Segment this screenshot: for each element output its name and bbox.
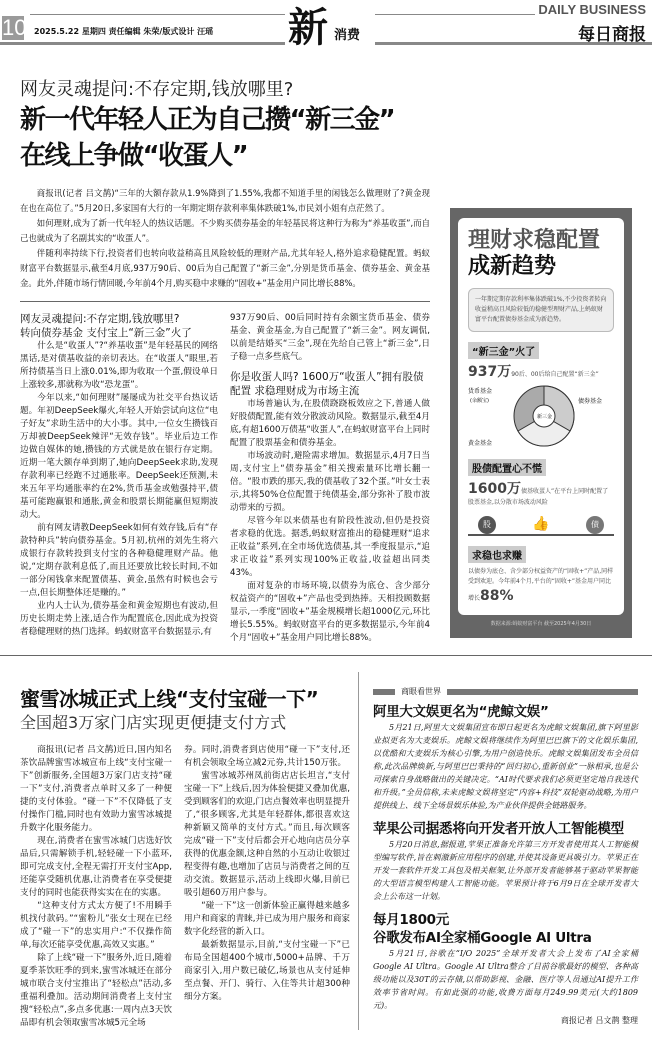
subheading: 转向债券基金 支付宝上“新三金”火了 <box>20 327 192 339</box>
article-column <box>20 744 172 1030</box>
brand-chinese: 每日商报 <box>578 25 646 45</box>
bottom-section <box>0 666 652 1038</box>
divider <box>0 655 652 656</box>
article1-columns <box>20 312 430 645</box>
paragraph: “碰一下”这一创新体验正赢得越来越多用户和商家的青睐,并已成为用户服务和商家数字化经营的新入口。 <box>184 901 351 937</box>
article-column <box>230 312 430 645</box>
paragraph: 今年以来,“如何理财”屡屡成为社交平台热议话题。年初DeepSeek爆火,年轻人开始尝试向这位“电子好友”求助生活中的大小事。其中,一位女生攒钱百万却被DeepSeek辣评“无效存钱”。毕业后边工作边做自媒体的她,攒钱的方式就是放在银行存定期。近期一笔大额存单到期了,她向DeepSeek求助,发现存款利率已经跑不过通胀率。DeepSeek还预测,未来五年平均通胀率约在2%,货币基金或勉强持平,债基可能跑赢银和通胀,黄金和股票长期能赢但短期波动大。 <box>20 393 218 520</box>
paragraph: 券。同时,消费者到店使用“碰一下”支付,还有机会领取全场立减2元券,共计150万张。 <box>184 745 350 768</box>
infographic <box>450 208 632 638</box>
divider <box>20 301 430 302</box>
pie-label: 黄金基金 <box>468 440 493 447</box>
stat-text: 债基收蛋人”在平台上同时配置了股票基金,以分散市场波动风险 <box>468 488 609 506</box>
article-column <box>20 312 218 645</box>
paragraph: 前有网友请教DeepSeek如何有效存钱,后有“存款特种兵”转向债券基金。5月初,杭州的刘先生将六成银行存款转投到支付宝的各种稳健理财产品。他说,“定期存款利息低了,而且还要放比较长时间,不如一部分闲钱拿来配置债基、黄金,虽然有时候也会亏一点,但长期整体还是赚的。” <box>20 523 218 598</box>
tag-bar <box>447 689 638 695</box>
paragraph: 如何理财,成为了新一代年轻人的热议话题。不少购买债券基金的年轻基民将这种行为称为“养基收蛋”,而自己也就成为了名副其实的“收蛋人”。 <box>20 218 430 243</box>
infographic-title: 成新趋势 <box>468 254 557 279</box>
paragraph: 现在,消费者在蜜雪冰城门店选好饮品后,只需解锁手机,轻轻碰一下小蓝环,即可完成支付,全程无需打开支付宝App,还能享受随机优惠,让消费者在享受便捷支付的同时也能获得实实在在的实惠。 <box>20 836 172 898</box>
news-headline: 每月1800元 <box>373 912 449 928</box>
article1-main <box>20 78 430 645</box>
tag-bar <box>373 689 395 695</box>
news-body: 5月21日,谷歌在“I/O 2025”全球开发者大会上发布了AI全家桶Google AI Ultra。Google AI Ultra整合了目前谷歌最好的模型、各种高级功能以及30T的云存储,以帮助影视、金融、医疗等人员通过AI提升工作效率节省时间。有如此强的功能,收费方面每月249.99美元(大约1809元)。 <box>373 949 638 1010</box>
headline: 新一代年轻人正为自己攒“新三金” <box>20 105 395 135</box>
news-body: 5月20日消息,据报道,苹果正准备允许第三方开发者使用其人工智能模型编写软件,旨在刺激新应用程序的创建,并使其设备更具吸引力。苹果正在开发一套软件开发工具包及相关框架,让外部开发者能够基于驱动苹果智能的大型语言模型构建人工智能功能。苹果预计将于6月9日在全球开发者大会上公布这一计划。 <box>373 840 638 901</box>
article-kicker: 网友灵魂提问:不存定期,钱放哪里? <box>20 79 294 100</box>
paragraph: 伴随利率持续下行,投资者们也转向收益稍高且风险较低的理财产品,尤其年轻人,格外追求稳健配置。蚂蚁财富平台数据显示,截至4月底,937万90后、00后为自己配置了“新三金”,分别是货币基金、债券基金、黄金基金。此外,伴随市场行情回暖,今年前4个月,购买稳中求赚的“固收+”基金用户同比增长88%。 <box>20 248 430 288</box>
brand-english: DAILY BUSINESS <box>538 2 646 17</box>
article2-columns <box>20 744 350 1030</box>
paragraph: 蜜雪冰城苏州凤前街店店长坦言,“支付宝碰一下”上线后,因为体验便捷又叠加优惠,受到顾客们的欢迎,门店点餐效率也明显提升了,“很多顾客,尤其是年轻群体,都很喜欢这种新颖又简单的支付方式。”而且,每次顾客完成“碰一下”支付后都会开心地向店员分享获得的优惠金额,这种自然的小互动让收银过程变得有趣,也增加了店员与消费者之间的互动交流。数据显示,活动上线即火爆,目前已吸引超60万用户参与。 <box>184 771 351 898</box>
infographic-tag: 求稳也求赚 <box>468 546 526 563</box>
thumbs-up-icon: 👍 <box>532 516 550 532</box>
paragraph: 除了上线“碰一下”服务外,近日,随着夏季茶饮旺季的到来,蜜雪冰城还在部分城市联合支付宝推出了“轻松点”活动,多重福利叠加。活动期间消费者上支付宝搜“轻松点”,多点多优惠:一周内点3天饮品即有机会领取蜜雪冰城5元全场 <box>20 953 172 1028</box>
paragraph: 面对复杂的市场环境,以债券为底仓、含少部分权益资产的“固收+”产品也受到热捧。天相投顾数据显示,一季度“固收+”基金规模增长超1000亿元,环比增长5.55%。蚂蚁财富平台的更多数据显示,今年前4个月“固收+”基金用户同比增长88%。 <box>230 581 430 643</box>
pie-chart <box>468 381 614 451</box>
news-headline: 谷歌发布AI全家桶Google AI Ultra <box>373 930 592 946</box>
infographic-intro: 一年期定期存款利率集体跌破1%,不少投资者转向收益稍高且风险较低的稳健型理财产品,上蚂蚁财富平台配置债券基金成为新趋势。 <box>468 288 614 332</box>
stat-text: 90后、00后给自己配置“新三金” <box>511 371 599 378</box>
section-tag <box>373 686 638 697</box>
pie-label: (余额宝) <box>470 398 489 404</box>
news-headline: 阿里大文娱更名为“虎鲸文娱” <box>373 704 549 720</box>
balance-beam <box>468 534 614 536</box>
article2-section <box>0 666 358 1030</box>
subheadline: 全国超3万家门店实现更便捷支付方式 <box>20 713 287 732</box>
infographic-source: 数据来源:蚂蚁财富平台 截至2025年4月30日 <box>490 621 592 627</box>
infographic-title: 理财求稳配置 <box>468 228 601 253</box>
infographic-tag: “新三金”火了 <box>468 342 539 359</box>
header-rule <box>375 14 535 15</box>
paragraph: 业内人士认为,债券基金和黄金短期也有波动,但历史长期走势上涨,适合作为配置底仓,因此成为投资者稳健理财的热门选择。蚂蚁财富平台数据显示,有 <box>20 601 218 637</box>
lead-section <box>20 186 430 291</box>
section-logo-text: 消费 <box>334 28 361 43</box>
paragraph: 市场波动时,避险需求增加。数据显示,4月7日当周,支付宝上“债券基金”相关搜索量环比增长翻一倍。“股市跌的那天,我的债基收了32个蛋。”叶女士表示,其将50%仓位配置于纯债基金,部分弥补了股市波动带来的亏损。 <box>230 451 430 513</box>
paragraph: 市场普遍认为,在股债跷跷板效应之下,普通人做好股债配置,能有效分散波动风险。数据显示,截至4月底,有超1600万债基“收蛋人”,在蚂蚁财富平台上同时配置了股票基金和债券基金。 <box>230 399 430 448</box>
infographic-card <box>458 218 624 615</box>
pie-label: 债券基金 <box>578 398 603 405</box>
paragraph: 商报讯(记者 吕文鹊)“三年的大额存款从1.9%降到了1.55%,我都不知道手里的闲钱怎么做理财了?黄金现在也在高位了。”5月20日,多家国有大行的一年期定期存款利率集体跌破1%,市民刘小姐有点茫然了。 <box>20 188 430 213</box>
article1-section <box>0 78 652 645</box>
section-tag-label: 商眼看世界 <box>401 687 441 696</box>
section-logo: 新 <box>288 4 328 51</box>
world-news-section <box>359 666 652 1030</box>
paragraph: 937万90后、00后同时持有余额宝货币基金、债券基金、黄金基金,为自己配置了“新三金”。网友调侃,以前是结婚买“三金”,现在先给自己管上“新三金”,日子稳一点多些底气。 <box>230 313 430 362</box>
news-headline: 苹果公司据悉将向开发者开放人工智能模型 <box>373 821 624 837</box>
pie-label: 货币基金 <box>468 388 493 395</box>
stat: 937万 <box>468 364 512 380</box>
balance-left: 股 <box>478 516 496 534</box>
stat: 1600万 <box>468 481 521 497</box>
header-rule <box>30 14 285 15</box>
balance-graphic <box>468 512 614 542</box>
news-body: 5月21日,阿里大文娱集团宣布即日起更名为虎鲸文娱集团,旗下阿里影业拟更名为大麦娱乐。虎鲸文娱将继续作为阿里巴巴旗下的文化娱乐集团,以优酷和大麦娱乐为核心引擎,为用户创造快乐。虎鲸文娱集团发布全员信称,此次品牌焕新,与阿里巴巴秉持的“回归初心,重新创业”一脉相承,也是公司探索自身战略做出的关键决定。“AI时代要求我们必须更坚定地自我迭代和升级。”全员信称,未来虎鲸文娱将坚定“内容+科技”双轮驱动战略,为用户提供线上、线下全场景娱乐体验,为产业伙伴提供全链路服务。 <box>373 723 638 810</box>
paragraph: “这种支付方式太方便了!不用瞬手机找付款码。”“蜜粉儿”张女士现在已经成了“碰一下”的忠实用户:“不仅操作简单,每次还能享受优惠,高效又实惠。” <box>20 901 172 950</box>
byline: 商报记者 吕文鹊 整理 <box>560 1016 638 1025</box>
header-rule <box>0 42 285 45</box>
dateline: 2025.5.22 星期四 责任编辑 朱荣/版式设计 汪瑶 <box>34 27 214 36</box>
paragraph: 商报讯(记者 吕文鹊)近日,国内知名茶饮品牌蜜雪冰城宣布上线“支付宝碰一下”创新服务,全国超3万家门店支持“碰一下”支付,消费者点单时又多了一种便捷的支付体验。“碰一下”不仅降低了支付操作门槛,同时也有效助力蜜雪冰城提升数字化服务能力。 <box>20 745 172 833</box>
subheading: 网友灵魂提问:不存定期,钱放哪里? <box>20 313 180 325</box>
article-column <box>184 744 350 1030</box>
page-number: 10 <box>2 15 27 40</box>
paragraph: 尽管今年以来债基也有阶段性波动,但仍是投资者求稳的优选。据悉,蚂蚁财富推出的稳健理财“追求正收益”系列,在全市场优选债基,其一季度报显示,“追求正收益”系列实现100%正收益,收益超出同类43%。 <box>230 516 430 578</box>
headline: 蜜雪冰城正式上线“支付宝碰一下” <box>20 687 319 711</box>
balance-right: 债 <box>586 516 604 534</box>
stat-text: 以债券为底仓、含少部分权益资产的“固收+”产品,同样受到欢迎。今年前4个月,平台的“固收+”基金用户同比增长 <box>468 568 614 602</box>
paragraph: 什么是“收蛋人”?“养基收蛋”是年轻基民的网络黑话,是对债基收益的亲切表达。在“收蛋人”眼里,若所持债基当日上涨0.01%,即为收取一个蛋,假设单日上涨较多,那就称为收“恐龙蛋”。 <box>20 341 218 390</box>
headline: 在线上争做“收蛋人” <box>20 141 248 171</box>
pie-label: 新三金 <box>537 414 553 420</box>
subheading: 你是收蛋人吗? 1600万“收蛋人”拥有股债配置 求稳理财成为市场主流 <box>230 371 424 397</box>
paragraph: 最新数据显示,目前,“支付宝碰一下”已布局全国超400个城市,5000+品牌、千万商家引入,用户数已破亿,场景也从支付延伸至点餐、开门、骑行、入住等共计超300种细分方案。 <box>184 940 350 1002</box>
stat: 88% <box>480 588 514 604</box>
infographic-tag: 股债配置心不慌 <box>468 459 546 476</box>
